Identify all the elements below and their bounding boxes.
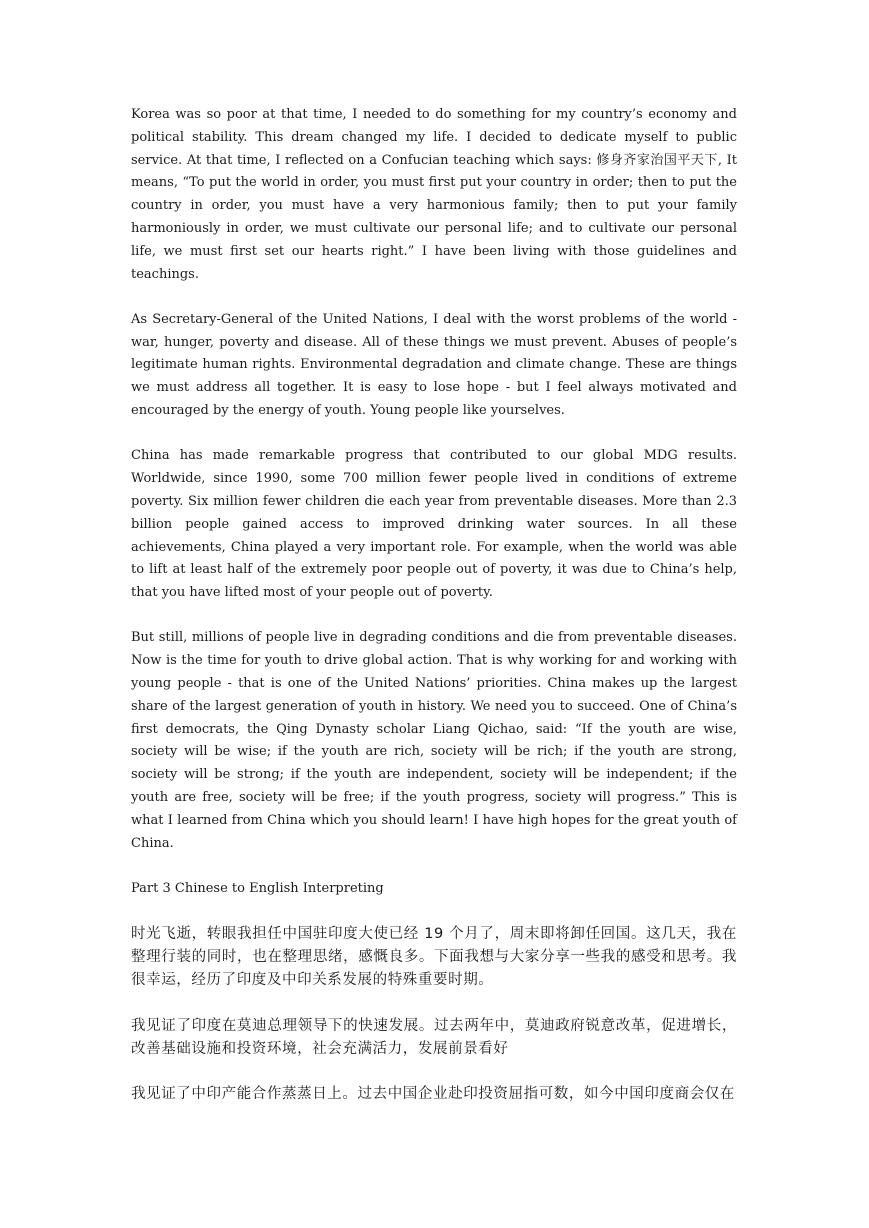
document-page [131,104,737,1129]
paragraph-cn-cooperation: 我见证了中印产能合作蒸蒸日上。过去中国企业赴印投资屈指可数，如今中国印度商会仅在 [131,1086,735,1103]
section-heading: Part 3 Chinese to English Interpreting [131,880,384,896]
paragraph-cn-india-development: 我见证了印度在莫迪总理领导下的快速发展。过去两年中，莫迪政府锐意改革，促进增长，改善基础设施和投资环境，社会充满活力，发展前景看好 [131,1017,737,1057]
paragraph-cn-ambassador: 时光飞逝，转眼我担任中国驻印度大使已经 19 个月了，周末即将卸任回国。这几天，我在整理行装的同时，也在整理思绪，感慨良多。下面我想与大家分享一些我的感受和思考。我很幸运，经历了印度及中印关系发展的特殊重要时期。 [131,926,737,989]
paragraph-secretary-general: As Secretary-General of the United Nations, I deal with the worst problems of the world - war, hunger, poverty and disease. All of these things we must prevent. Abuses of people’s legitimate human rights. Environmental degradation and climate change. These are things we must address all together. It is easy to lose hope - but I feel always motivated and encouraged by the energy of youth. Young people like yourselves. [131,311,737,419]
paragraph-korea-dream: Korea was so poor at that time, I needed to do something for my country’s economy and political stability. This dream changed my life. I decided to dedicate myself to public service. At that time, I reflected on a Confucian teaching which says: 修身齐家治国平天下, It means, “To put the world in order, you must first put your country in order; then to put the country in order, you must have a very harmonious family; then to put your family harmoniously in order, we must cultivate our personal life; and to cultivate our personal life, we must first set our hearts right.” I have been living with those guidelines and teachings. [131,107,737,282]
paragraph-china-progress: China has made remarkable progress that contributed to our global MDG results. Worldwide, since 1990, some 700 million fewer people lived in conditions of extreme poverty. Six million fewer children die each year from preventable diseases. More than 2.3 billion people gained access to improved drinking water sources. In all these achievements, China played a very important role. For example, when the world was able to lift at least half of the extremely poor people out of poverty, it was due to China’s help, that you have lifted most of your people out of poverty. [131,448,737,601]
paragraph-youth-action: But still, millions of people live in degrading conditions and die from preventable diseases. Now is the time for youth to drive global action. That is why working for and working with young people - that is one of the United Nations’ priorities. China makes up the largest share of the largest generation of youth in history. We need you to succeed. One of China’s first democrats, the Qing Dynasty scholar Liang Qichao, said: “If the youth are wise, society will be wise; if the youth are rich, society will be rich; if the youth are strong, society will be strong; if the youth are independent, society will be independent; if the youth are free, society will be free; if the youth progress, society will progress.” This is what I learned from China which you should learn! I have high hopes for the great youth of China. [131,630,737,851]
